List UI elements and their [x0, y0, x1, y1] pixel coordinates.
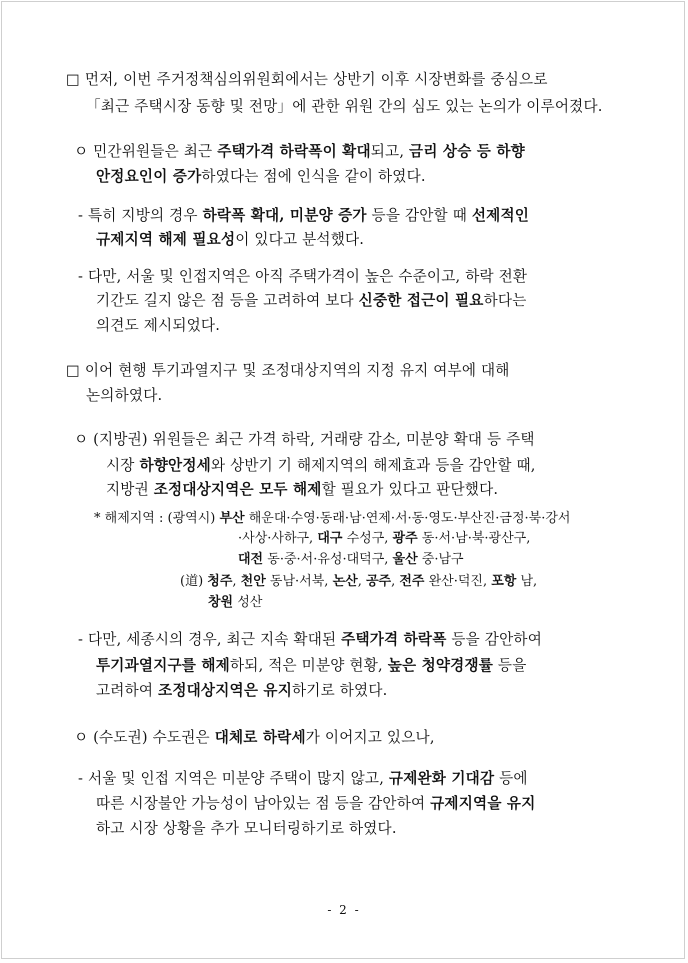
s1-bullet1-line2: 안정요인이 증가하였다는 점에 인식을 같이 하였다. [96, 168, 426, 185]
s1-bullet1-line1: ㅇ 민간위원들은 최근 주택가격 하락폭이 확대되고, 금리 상승 등 하향 [74, 143, 525, 160]
s1-dash1-line2: 규제지역 해제 필요성이 있다고 분석했다. [96, 231, 365, 248]
s2-dash1-line3: 고려하여 조정대상지역은 유지하기로 하였다. [96, 682, 388, 699]
s2-bullet1-line2: 시장 하향안정세와 상반기 기 해제지역의 해제효과 등을 감안할 때, [106, 457, 536, 474]
s1-dash2-line3: 의견도 제시되었다. [96, 317, 221, 334]
section1-heading-line1: □ 먼저, 이번 주거정책심의위원회에서는 상반기 이후 시장변화를 중심으로 [66, 71, 548, 88]
release-areas-note-line1: * 해제지역 : (광역시) 부산 해운대·수영·동래·남·연제·서·동·영도·부산진·금정·북·강서 [94, 511, 571, 526]
section2-heading-line1: □ 이어 현행 투기과열지구 및 조정대상지역의 지정 유지 여부에 대해 [66, 362, 510, 379]
release-areas-note-line3: 대전 동·중·서·유성·대덕구, 울산 중·남구 [238, 552, 464, 567]
s1-dash2-line1: - 다만, 서울 및 인접지역은 아직 주택가격이 높은 수준이고, 하락 전환 [78, 268, 528, 285]
s2-dash2-line3: 하고 시장 상황을 추가 모니터링하기로 하였다. [96, 820, 397, 837]
s2-bullet1-line3: 지방권 조정대상지역은 모두 해제할 필요가 있다고 판단했다. [106, 481, 499, 498]
s2-dash1-line1: - 다만, 세종시의 경우, 최근 지속 확대된 주택가격 하락폭 등을 감안하여 [78, 631, 542, 648]
s1-dash1-line1: - 특히 지방의 경우 하락폭 확대, 미분양 증가 등을 감안할 때 선제적인 [78, 207, 530, 224]
s2-dash2-line2: 따른 시장불안 가능성이 남아있는 점 등을 감안하여 규제지역을 유지 [96, 795, 536, 812]
s2-dash2-line1: - 서울 및 인접 지역은 미분양 주택이 많지 않고, 규제완화 기대감 등에 [78, 770, 528, 787]
release-areas-note-line5: 창원 성산 [208, 595, 263, 610]
section2-heading-line2: 논의하였다. [86, 387, 163, 404]
s2-dash1-line2: 투기과열지구를 해제하되, 적은 미분양 현황, 높은 청약경쟁률 등을 [96, 657, 527, 674]
page-number: - 2 - [327, 903, 361, 917]
s2-bullet2-line1: ㅇ (수도권) 수도권은 대체로 하락세가 이어지고 있으나, [74, 729, 435, 746]
section1-heading-line2: 「최근 주택시장 동향 및 전망」에 관한 위원 간의 심도 있는 논의가 이루어졌다. [86, 98, 603, 115]
release-areas-note-line4: (道) 청주, 천안 동남·서북, 논산, 공주, 전주 완산·덕진, 포항 남, [180, 574, 538, 589]
s1-dash2-line2: 기간도 길지 않은 점 등을 고려하여 보다 신중한 접근이 필요하다는 [96, 292, 527, 309]
release-areas-note-line2: ·사상·사하구, 대구 수성구, 광주 동·서·남·북·광산구, [238, 531, 531, 546]
s2-bullet1-line1: ㅇ (지방권) 위원들은 최근 가격 하락, 거래량 감소, 미분양 확대 등 주택 [74, 431, 535, 448]
